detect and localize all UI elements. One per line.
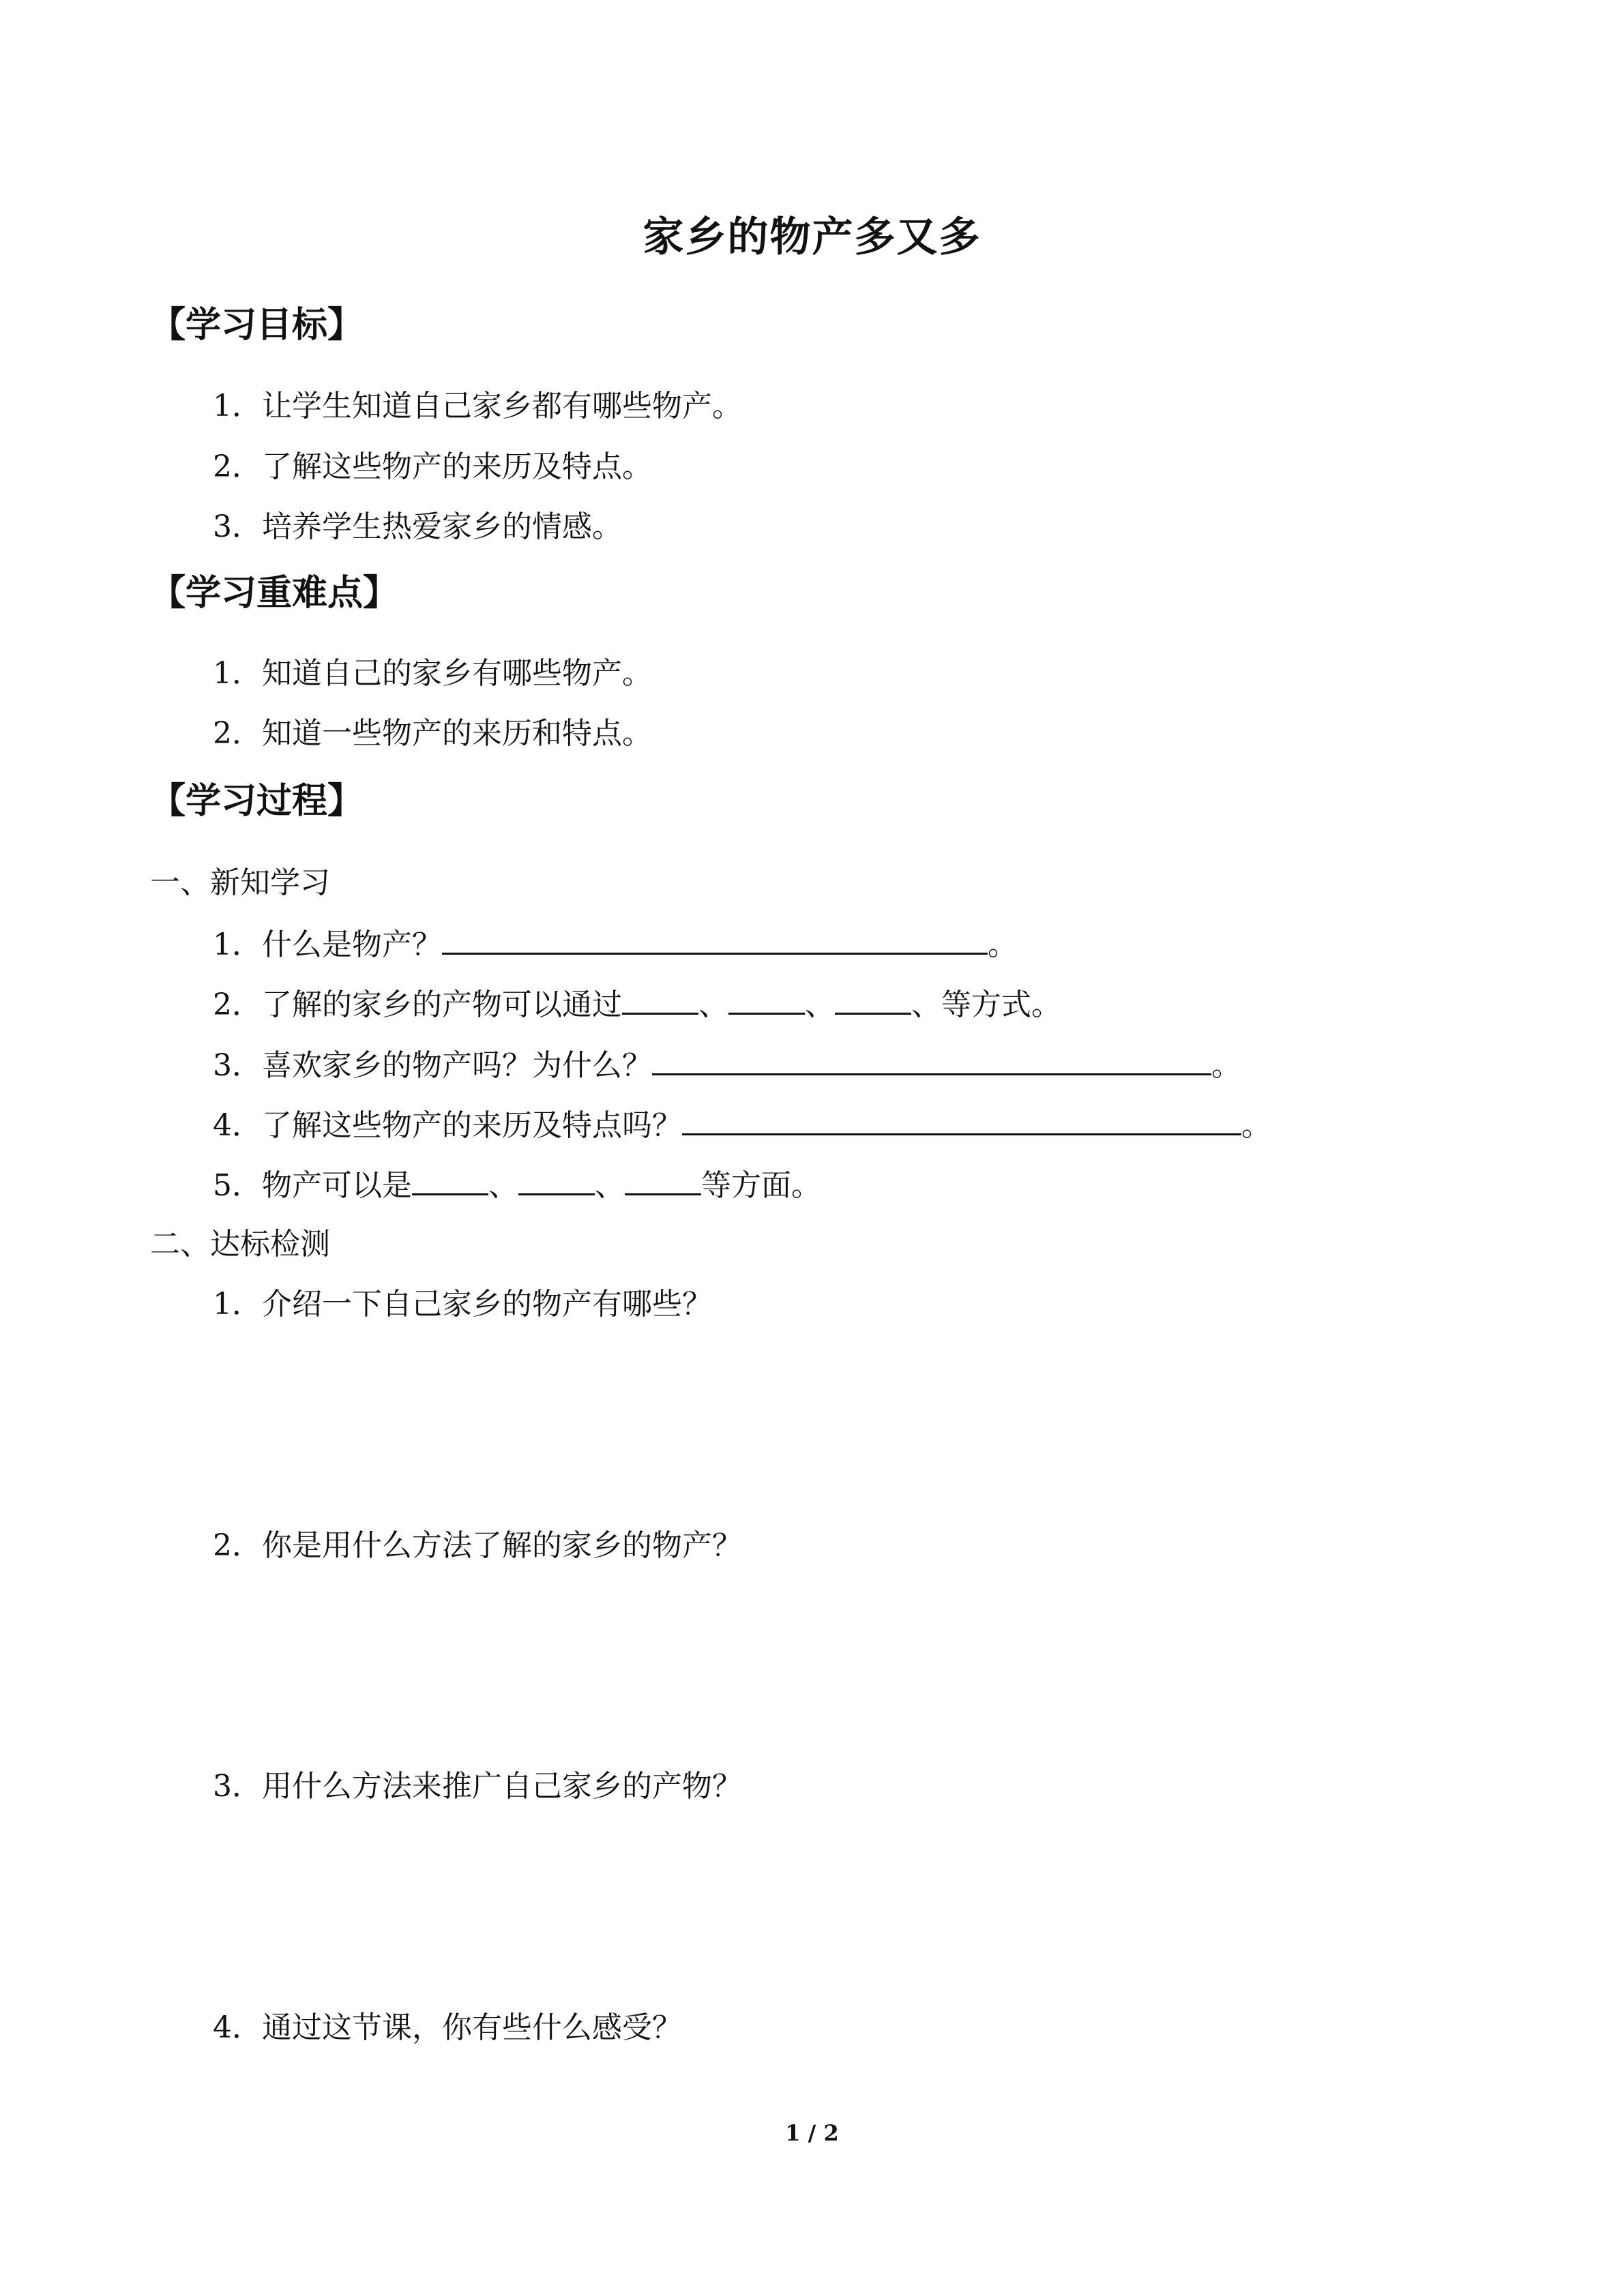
answer-blank-2c[interactable] — [835, 983, 911, 1015]
question-1 — [213, 923, 1018, 966]
question-4-end: 。 — [1241, 1108, 1271, 1143]
question-3 — [213, 1043, 1241, 1086]
answer-blank-3[interactable] — [652, 1043, 1211, 1075]
section-heading-key-points: 【学习重难点】 — [150, 573, 399, 614]
assessment-question-2: 2．你是用什么方法了解的家乡的物产？ — [213, 1528, 742, 1563]
question-2-end: 、等方式。 — [911, 987, 1061, 1022]
answer-blank-2a[interactable] — [622, 983, 698, 1015]
question-5 — [213, 1163, 821, 1206]
answer-blank-1[interactable] — [442, 923, 988, 955]
key-point-item-2: 2．知道一些物产的来历和特点。 — [213, 716, 652, 751]
question-4 — [213, 1103, 1271, 1146]
key-point-item-1: 1．知道自己的家乡有哪些物产。 — [213, 656, 652, 691]
part-label-new-knowledge: 一、新知学习 — [150, 865, 330, 900]
question-3-text: 3．喜欢家乡的物产吗？为什么？ — [213, 1048, 652, 1083]
answer-blank-4[interactable] — [682, 1103, 1241, 1135]
answer-blank-5b[interactable] — [518, 1163, 595, 1195]
answer-blank-5c[interactable] — [625, 1163, 701, 1195]
separator: 、 — [595, 1168, 625, 1203]
separator: 、 — [805, 987, 835, 1022]
question-5-text: 5．物产可以是 — [213, 1168, 412, 1203]
answer-blank-2b[interactable] — [728, 983, 805, 1015]
separator: 、 — [698, 987, 728, 1022]
answer-blank-5a[interactable] — [412, 1163, 488, 1195]
goal-item-1: 1．让学生知道自己家乡都有哪些物产。 — [213, 389, 742, 423]
goal-item-3: 3．培养学生热爱家乡的情感。 — [213, 509, 622, 544]
question-2-text: 2．了解的家乡的产物可以通过 — [213, 987, 622, 1022]
page-title: 家乡的物产多又多 — [643, 213, 981, 261]
separator: 、 — [488, 1168, 518, 1203]
question-2 — [213, 983, 1061, 1026]
section-heading-goals: 【学习目标】 — [150, 305, 364, 346]
goal-item-2: 2．了解这些物产的来历及特点。 — [213, 449, 652, 484]
question-5-end: 等方面。 — [701, 1168, 821, 1203]
question-1-end: 。 — [988, 927, 1018, 962]
page-number: 1 / 2 — [785, 2120, 839, 2146]
question-3-end: 。 — [1211, 1048, 1241, 1083]
question-4-text: 4．了解这些物产的来历及特点吗？ — [213, 1108, 682, 1143]
assessment-question-4: 4．通过这节课，你有些什么感受？ — [213, 2010, 682, 2045]
assessment-question-3: 3．用什么方法来推广自己家乡的产物？ — [213, 1769, 742, 1804]
assessment-question-1: 1．介绍一下自己家乡的物产有哪些？ — [213, 1287, 712, 1322]
part-label-assessment: 二、达标检测 — [150, 1227, 330, 1262]
section-heading-process: 【学习过程】 — [150, 781, 364, 822]
question-1-text: 1．什么是物产？ — [213, 927, 442, 962]
